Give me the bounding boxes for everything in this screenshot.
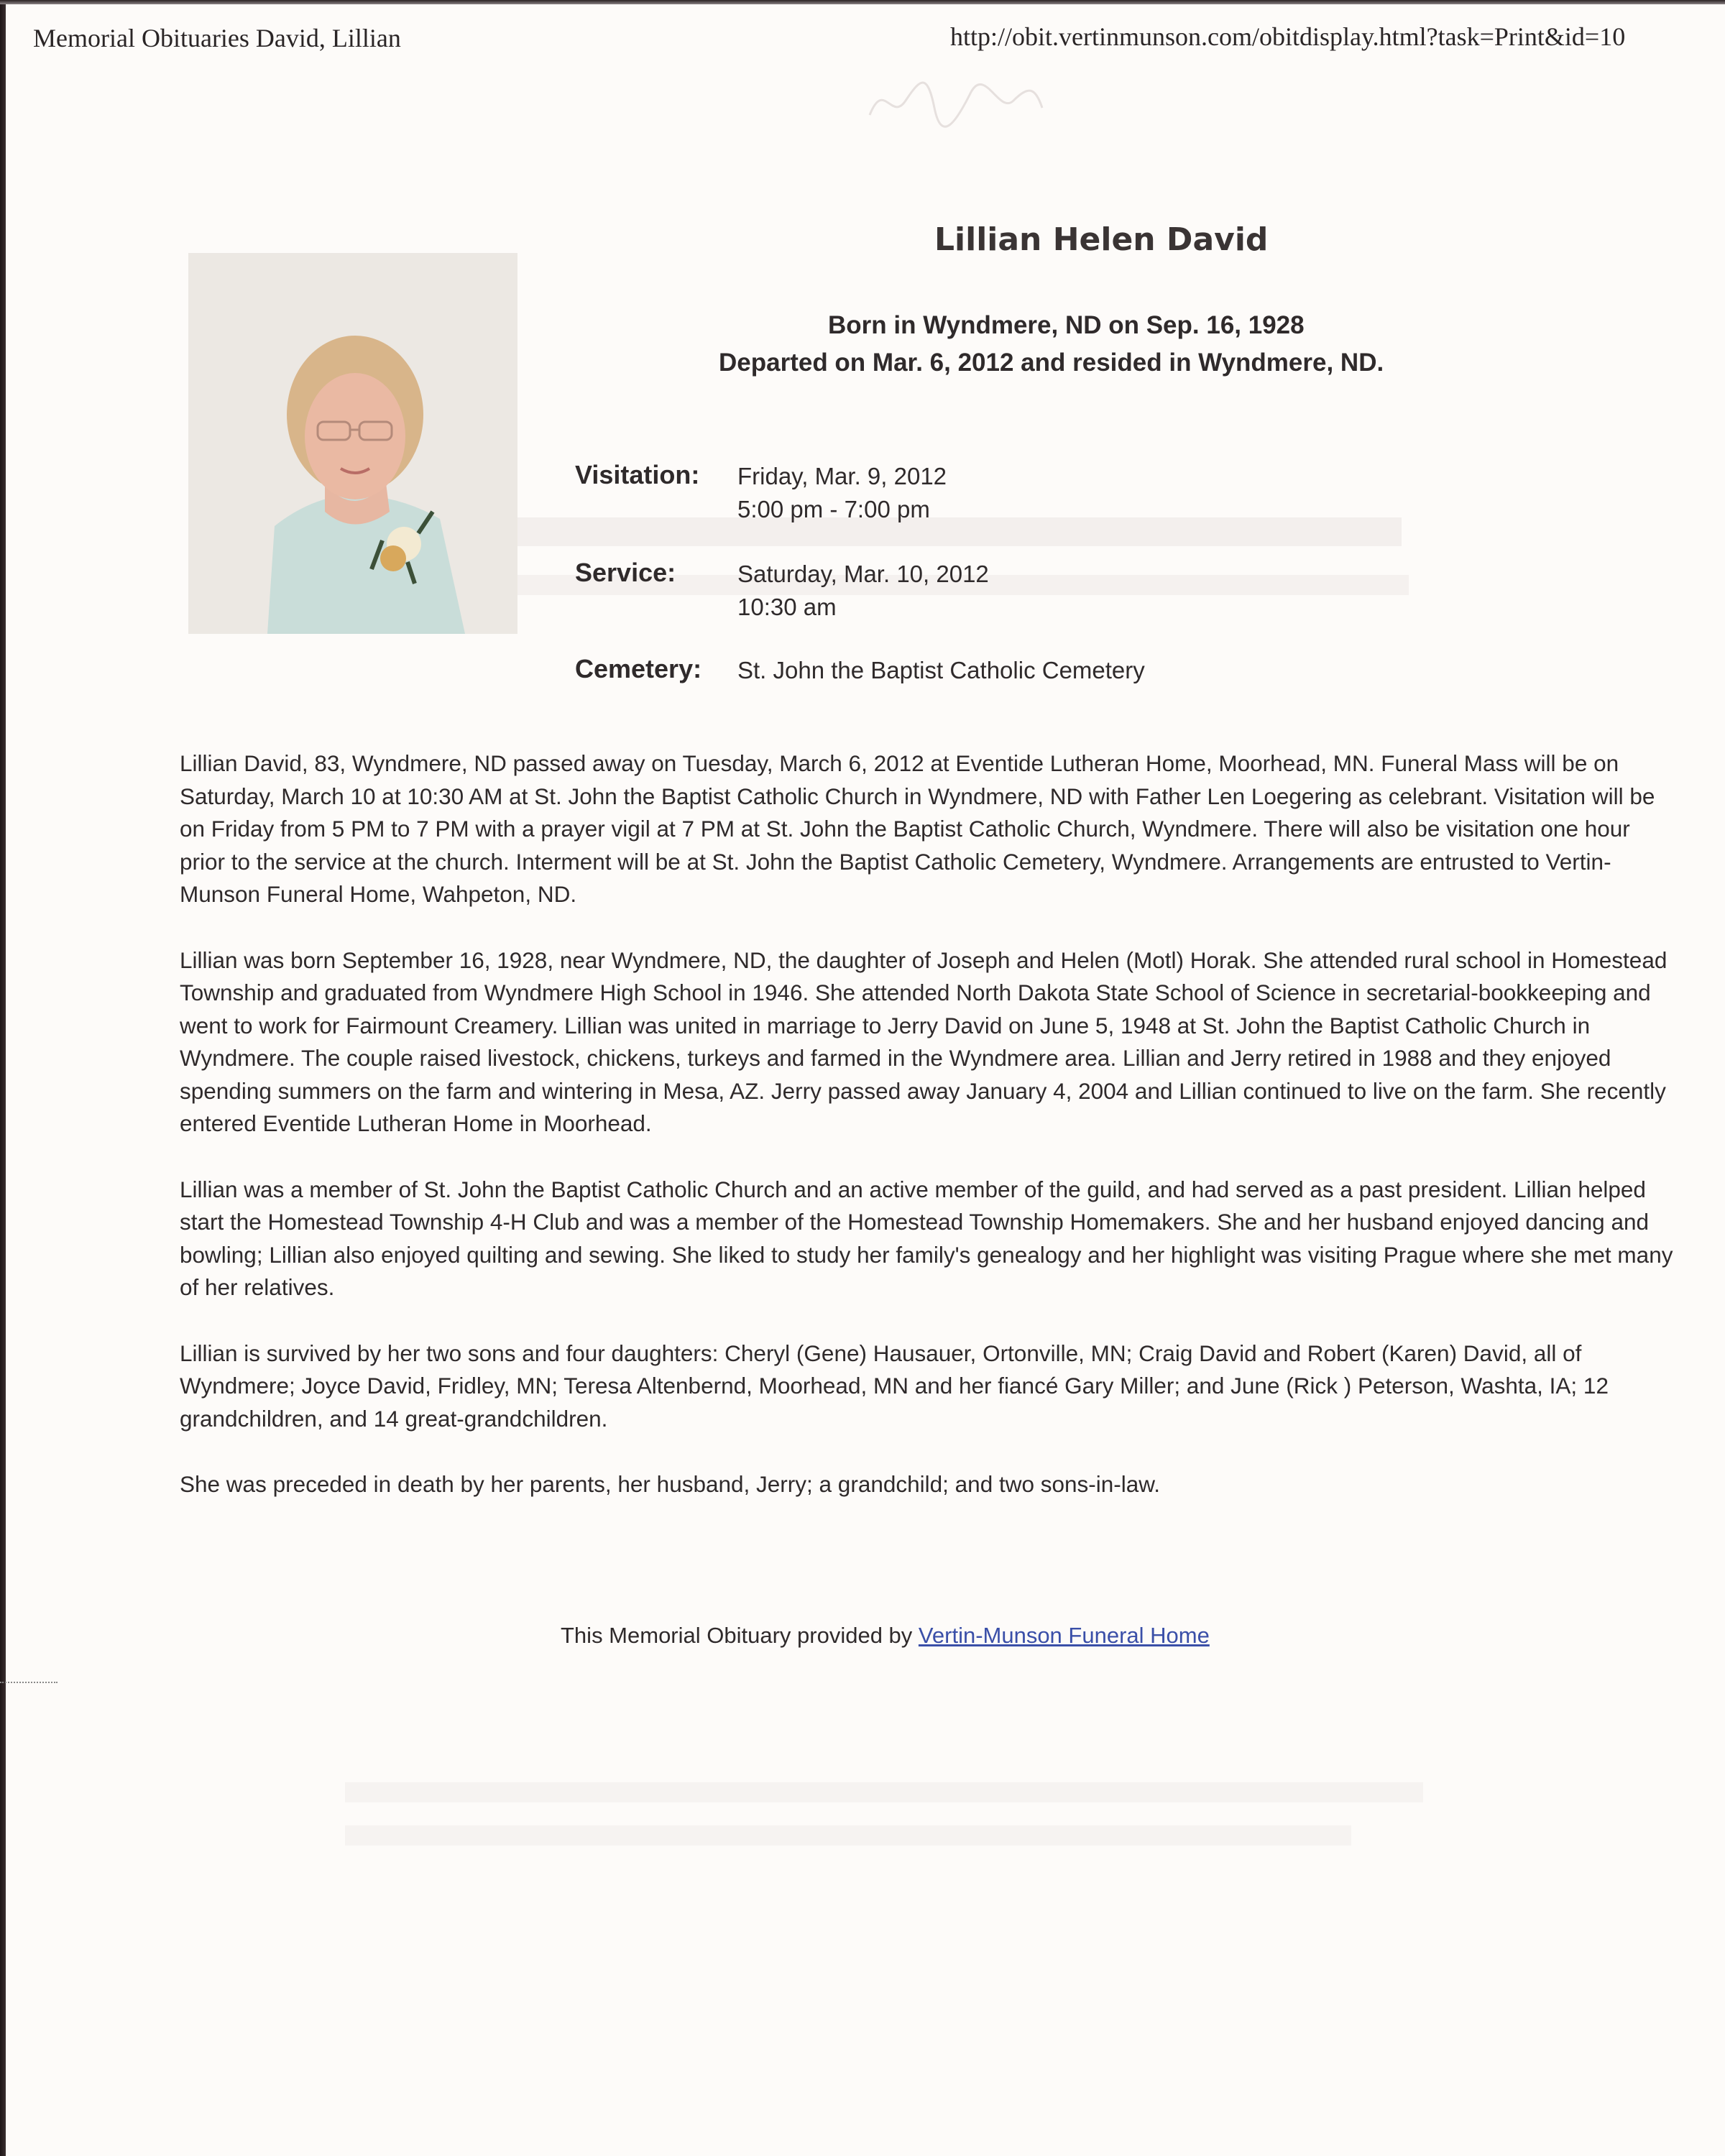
paragraph-preceded: She was preceded in death by her parents, her husband, Jerry; a grandchild; and two sons-in-law. xyxy=(180,1471,1161,1497)
print-header xyxy=(0,22,1725,65)
obituary-name: Lillian Helen David xyxy=(934,221,1269,258)
service-time: 10:30 am xyxy=(737,594,837,620)
paragraph-survivors: Lillian is survived by her two sons and four daughters: Cheryl (Gene) Hausauer, Ortonville, MN; Craig David and Robert (Karen) David, all of Wyndmere; Joyce David, Fridley, MN; Teresa Altenbernd, Moorhead, MN and her fiancé Gary Miller; and June (Rick ) Peterson, Washta, IA; 12 grandchildren, and 14 great-grandchildren. xyxy=(180,1340,1609,1432)
cemetery-value xyxy=(737,654,1145,687)
scan-mark xyxy=(0,1682,58,1683)
paragraph-life-story: Lillian was born September 16, 1928, near Wyndmere, ND, the daughter of Joseph and Helen (Motl) Horak. She attended rural school in Homestead Township and graduated from Wyndmere High School in 1946. She attended North Dakota State School of Science in secretarial-bookkeeping and went to work for Fairmount Creamery. Lillian was united in marriage to Jerry David on June 5, 1948 at St. John the Baptist Catholic Church in Wyndmere. The couple raised livestock, chickens, turkeys and farmed in the Wyndmere area. Lillian and Jerry retired in 1988 and they enjoyed spending summers on the farm and wintering in Mesa, AZ. Jerry passed away January 4, 2004 and Lillian continued to live on the farm. She recently entered Eventide Lutheran Home in Moorhead. xyxy=(180,946,1668,1136)
death-info: Departed on Mar. 6, 2012 and resided in Wyndmere, ND. xyxy=(719,349,1384,377)
visitation-time: 5:00 pm - 7:00 pm xyxy=(737,496,930,522)
visitation-value xyxy=(737,460,947,526)
scan-edge-top xyxy=(0,0,1725,4)
service-date: Saturday, Mar. 10, 2012 xyxy=(737,561,989,587)
handwriting-scribble-bleed xyxy=(862,65,1049,129)
paragraph-death-notice: Lillian David, 83, Wyndmere, ND passed away on Tuesday, March 6, 2012 at Eventide Lutheran Home, Moorhead, MN. Funeral Mass will be on Saturday, March 10 at 10:30 AM at St. John the Baptist Catholic Church in Wyndmere, ND with Father Len Loegering as celebrant. Visitation will be on Friday from 5 PM to 7 PM with a prayer vigil at 7 PM at St. John the Baptist Catholic Church, Wyndmere. There will also be visitation one hour prior to the service at the church. Interment will be at St. John the Baptist Catholic Cemetery, Wyndmere. Arrangements are entrusted to Vertin-Munson Funeral Home, Wahpeton, ND. xyxy=(180,750,1655,907)
birth-info: Born in Wyndmere, ND on Sep. 16, 1928 xyxy=(828,311,1305,339)
print-header-title: Memorial Obituaries David, Lillian xyxy=(33,24,401,52)
provided-by-line xyxy=(561,1623,1210,1649)
portrait-image xyxy=(188,253,518,634)
cemetery-name: St. John the Baptist Catholic Cemetery xyxy=(737,657,1145,683)
obituary-body xyxy=(180,747,1675,1534)
scan-edge-left xyxy=(0,0,6,2156)
provided-by-text: This Memorial Obituary provided by xyxy=(561,1623,913,1648)
service-label: Service: xyxy=(575,558,676,587)
paragraph-activities: Lillian was a member of St. John the Baptist Catholic Church and an active member of the guild, and had served as a past president. Lillian helped start the Homestead Township 4-H Club and was a member of the Homestead Township Homemakers. She and her husband enjoyed dancing and bowling; Lillian also enjoyed quilting and sewing. She liked to study her family's genealogy and her highlight was visiting Prague where she met many of her relatives. xyxy=(180,1176,1673,1300)
portrait-photo xyxy=(188,253,518,634)
visitation-label: Visitation: xyxy=(575,460,700,489)
service-value xyxy=(737,558,989,624)
funeral-home-link[interactable]: Vertin-Munson Funeral Home xyxy=(918,1623,1210,1648)
visitation-date: Friday, Mar. 9, 2012 xyxy=(737,463,947,489)
print-header-url: http://obit.vertinmunson.com/obitdisplay.html?task=Print&id=10 xyxy=(950,22,1626,51)
cemetery-label: Cemetery: xyxy=(575,654,702,683)
